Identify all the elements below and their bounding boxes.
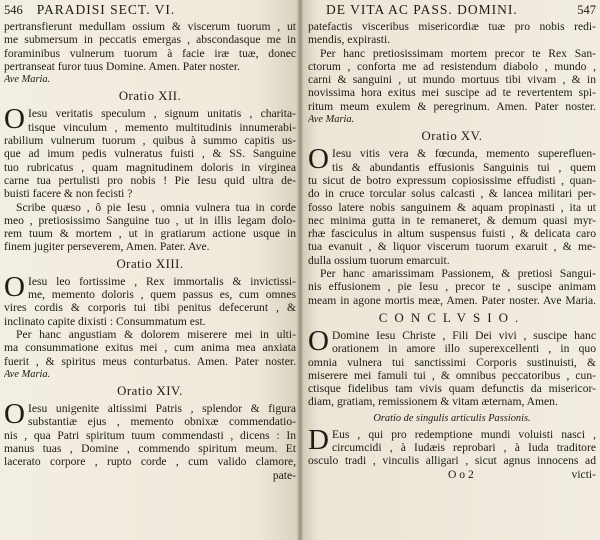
text-line: osculo tradi , vinculis alligari , sicut agnus innocens ad xyxy=(308,454,596,468)
text-line: foraminibus vulnerum tuorum à facie iræ tuæ, donec xyxy=(4,46,296,60)
text-line: novissima hora exitus mei suscipe ad te revertentem spi- xyxy=(308,86,596,100)
text-line: buisti facere & non fecisti ? xyxy=(4,187,133,201)
section-heading: Oratio XV. xyxy=(421,129,483,144)
text-line: Per hanc amarissimam Passionem, & pretiosi Sangui- xyxy=(320,267,596,281)
text-line: nis , qua Patri spiritum tuum commendasti , dicens : In xyxy=(4,428,296,442)
text-line: Iesu vitis vera & fœcunda, memento superefluen- xyxy=(332,147,596,161)
text-line: carne tua pertulisti pro nobis ! Pie Iesu quid ultra de- xyxy=(4,173,296,187)
initial-paragraph xyxy=(4,103,296,136)
initial-paragraph xyxy=(308,143,596,176)
section-heading: Oratio XIV. xyxy=(117,384,183,399)
text-line: Eus , qui pro redemptione mundi voluisti nasci , xyxy=(332,427,596,441)
text-line: tis & abundantis effusionis Sanguinis tui , quem xyxy=(332,160,596,174)
running-head xyxy=(4,2,296,20)
text-line: Per hanc pretiosissimam mortem precor te Rex San- xyxy=(320,46,596,60)
text-line: dulla ossium tuorum emarcuit. xyxy=(308,253,450,267)
drop-cap-initial: O xyxy=(4,103,25,136)
text-line: mendis, expirasti. xyxy=(308,33,391,47)
text-line: tuo rubricatus , quam magnitudinem doloris in virginea xyxy=(4,160,296,174)
text-line: Ave Maria. xyxy=(308,114,355,126)
text-line: ma consummatione exitus mei , cum anima mea anxiata xyxy=(4,341,296,355)
drop-cap-initial: D xyxy=(308,423,329,456)
text-line: Iesu leo fortissime , Rex immortalis & invictissi- xyxy=(28,274,296,288)
text-line: tua evanuit , & liquor viscerum tuorum exaruit , & me- xyxy=(308,240,596,254)
text-line: miserere mei famuli tui , & omnibus peccatoribus , cun- xyxy=(308,368,596,382)
initial-paragraph xyxy=(308,423,596,456)
text-line: me, memento doloris , quem passus es, cum omnes xyxy=(28,288,296,302)
drop-cap-initial: O xyxy=(4,270,25,303)
text-line: ctorum , conforta me ad resistendum diabolo , mundo , xyxy=(308,59,596,73)
text-line: Scribe quæso , ô pie Iesu , omnia vulnera tua in corde xyxy=(16,200,296,214)
page-footer xyxy=(4,469,296,483)
section-heading: Oratio XII. xyxy=(118,89,182,104)
initial-paragraph xyxy=(4,270,296,303)
book-gutter xyxy=(297,0,303,540)
text-line: orationem in amore illo superexcellenti , in quo xyxy=(332,342,596,356)
left-text-body xyxy=(4,20,296,469)
text-line: carni & sanguini , ut mundo mortuus tibi vivam , & in xyxy=(308,73,596,87)
text-line: Per hanc angustiam & dolorem miserere mei in ulti- xyxy=(16,327,296,341)
catchword: pate- xyxy=(272,468,296,482)
text-line: patefactis visceribus misericordiæ tuæ pro nobis redi- xyxy=(308,20,596,33)
text-line: substantiæ ejus , memento obnixæ commendatio- xyxy=(28,415,296,429)
drop-cap-initial: O xyxy=(308,143,329,176)
text-line: rabilium vulnerum tuorum , quibus à summo capitis us- xyxy=(4,134,296,148)
text-line: diam, gratiam, remissionem & vitam æternam, Amen. xyxy=(308,395,558,409)
text-line: fuerit , & spiritus meus conturbatus. Amen. Pater noster. xyxy=(4,354,296,368)
text-line: meam in agone mortis meæ, Amen. Pater noster. Ave Maria. xyxy=(308,293,596,307)
text-line: rhæ fasciculus in altum suspensus fuisti , & delicata caro xyxy=(308,227,596,241)
running-head-title: DE VITA AC PASS. DOMINI. xyxy=(326,2,518,17)
text-line: meo , pretiosissimo Sanguine tuo , ut in illis legam dolo- xyxy=(4,213,296,227)
text-line: pertransfierunt medullam ossium & viscerum tuorum , ut xyxy=(4,20,296,33)
text-line: finem jugiter perseverem, Amen. Pater. Ave. xyxy=(4,240,210,254)
catchword: victi- xyxy=(571,467,596,481)
text-line: me submersum in peccatis emergas , abscondasque me in xyxy=(4,33,296,47)
signature-mark: O o 2 xyxy=(448,467,474,481)
page-number: 546 xyxy=(4,3,23,17)
drop-cap-initial: O xyxy=(4,398,25,431)
section-heading: Oratio XIII. xyxy=(116,256,184,271)
text-line: lacerato corpore , rupto corde , cum valido clamore, xyxy=(4,455,296,469)
page-footer xyxy=(308,468,596,482)
text-line: circumcidi , à Iudæis reprobari , à Iuda traditore xyxy=(332,441,596,455)
text-line: inclinato capite dixisti : Consummatum est. xyxy=(4,314,206,328)
text-line: nec minima gutta in te remaneret, & demum quasi myr- xyxy=(308,213,596,227)
text-line: tisque vinculum , memento multitudinis innumerabi- xyxy=(28,120,296,134)
text-line: Ave Maria. xyxy=(4,74,51,86)
text-line: Domine Iesu Christe , Fili Dei vivi , suscipe hanc xyxy=(332,328,596,342)
right-page xyxy=(300,0,600,540)
text-line: manus tuas , Domine , commendo spiritum meum. Et xyxy=(4,442,296,456)
text-line: pertranseat furor tuus Domine. Amen. Pater noster. xyxy=(4,59,241,73)
running-head xyxy=(308,2,596,20)
initial-paragraph xyxy=(4,398,296,431)
text-line: Iesu unigenite altissimi Patris , splendor & figura xyxy=(28,402,296,416)
section-heading: CONCLVSIO. xyxy=(378,309,526,325)
text-line: fosso latere nobis sanguinem & aquam propinasti , ita ut xyxy=(308,200,596,214)
text-line: ctisque fidelibus tam vivis quam defunctis da misericor- xyxy=(308,382,596,396)
text-line: do in cruce torcular solus calcasti , & lancea militari per- xyxy=(308,187,596,201)
text-line: omnia vulnera tui sanctissimi Corporis sustinuisti, & xyxy=(308,355,596,369)
right-text-body xyxy=(308,20,596,468)
drop-cap-initial: O xyxy=(308,324,329,357)
text-line: nis effusionem , pie Iesu , precor te , suscipe animam xyxy=(308,280,596,294)
text-line: rem tuum & mortem , ut in gratiarum actione usque in xyxy=(4,227,296,241)
running-head-title: PARADISI SECT. VI. xyxy=(36,2,176,17)
text-line: Iesu veritatis speculum , signum unitatis , charita- xyxy=(28,107,296,121)
section-heading: Oratio de singulis articulis Passionis. xyxy=(373,412,531,424)
initial-paragraph xyxy=(308,324,596,357)
page-number: 547 xyxy=(577,3,596,17)
text-line: ritum meum exulem & peregrinum. Amen. Pater noster. xyxy=(308,99,596,113)
text-line: que ad imum pedis vulneratus fuisti , & SS. Sanguine xyxy=(4,147,296,161)
text-line: Ave Maria. xyxy=(4,368,51,380)
text-line: vires cordis & corporis tui tibi penitus defecerunt , & xyxy=(4,301,296,315)
text-line: tu sicut de botro expressum copiosissime effudisti , quan- xyxy=(308,173,596,187)
